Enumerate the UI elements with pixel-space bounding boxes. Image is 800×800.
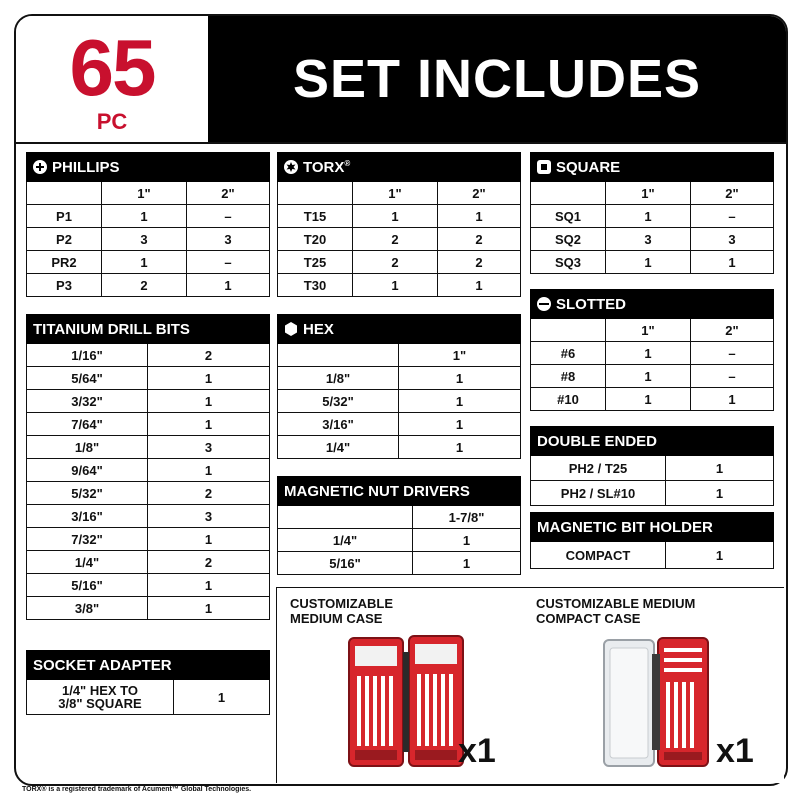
qty-cell: 3 xyxy=(606,228,691,251)
size-cell: PR2 xyxy=(27,251,102,274)
qty-cell: 1 xyxy=(102,205,187,228)
qty-cell: 1 xyxy=(148,574,270,597)
qty-cell: 1 xyxy=(691,251,774,274)
size-cell: PH2 / SL#10 xyxy=(531,481,666,506)
table-row xyxy=(27,482,270,505)
qty-cell: 1 xyxy=(399,413,521,436)
case-label-line: CUSTOMIZABLE xyxy=(290,596,394,611)
size-cell: P2 xyxy=(27,228,102,251)
torx-table xyxy=(277,152,521,297)
size-cell: 1/4" xyxy=(278,529,413,552)
qty-cell: 1 xyxy=(413,529,521,552)
table-row xyxy=(278,390,521,413)
size-cell: #6 xyxy=(531,342,606,365)
socket-adapter-table xyxy=(26,650,270,715)
column-header: 1-7/8" xyxy=(413,506,521,529)
registered-mark: ® xyxy=(344,158,351,168)
table-row xyxy=(27,574,270,597)
size-cell: 3/32" xyxy=(27,390,148,413)
table-row xyxy=(27,205,270,228)
size-cell: 7/64" xyxy=(27,413,148,436)
qty-cell: 1 xyxy=(438,274,521,297)
socket-line-1: 1/4" HEX TO xyxy=(61,683,138,698)
piece-count-number: 65 xyxy=(69,23,155,112)
size-cell: T30 xyxy=(278,274,353,297)
qty-cell: 1 xyxy=(174,680,270,715)
slotted-table xyxy=(530,289,774,411)
nut-drivers-title: MAGNETIC NUT DRIVERS xyxy=(284,482,470,500)
table-row xyxy=(278,367,521,390)
size-cell: PH2 / T25 xyxy=(531,456,666,481)
column-header: 1" xyxy=(102,182,187,205)
nut-drivers-table xyxy=(277,476,521,575)
table-row xyxy=(27,274,270,297)
size-cell: 5/16" xyxy=(27,574,148,597)
socket-line-2: 3/8" SQUARE xyxy=(58,696,142,711)
table-row xyxy=(531,228,774,251)
phillips-title: PHILLIPS xyxy=(52,158,120,176)
qty-cell: 1 xyxy=(148,367,270,390)
qty-cell: 1 xyxy=(399,436,521,459)
qty-cell: 2 xyxy=(148,551,270,574)
size-cell: T15 xyxy=(278,205,353,228)
table-row xyxy=(531,251,774,274)
size-cell: SQ1 xyxy=(531,205,606,228)
table-row xyxy=(27,228,270,251)
size-cell: 5/64" xyxy=(27,367,148,390)
table-row xyxy=(27,680,270,715)
qty-cell: 2 xyxy=(148,482,270,505)
qty-cell: 1 xyxy=(353,274,438,297)
column-header: 1" xyxy=(399,344,521,367)
qty-cell: 1 xyxy=(691,388,774,411)
qty-cell: 1 xyxy=(148,413,270,436)
table-row xyxy=(278,552,521,575)
hex-icon xyxy=(284,322,298,336)
table-row xyxy=(531,481,774,506)
table-row xyxy=(531,456,774,481)
qty-cell: 3 xyxy=(187,228,270,251)
qty-cell: 2 xyxy=(353,228,438,251)
qty-cell: 3 xyxy=(148,505,270,528)
drill-bits-title: TITANIUM DRILL BITS xyxy=(33,320,190,338)
qty-cell: 1 xyxy=(148,390,270,413)
size-cell: #8 xyxy=(531,365,606,388)
qty-cell: 3 xyxy=(148,436,270,459)
qty-cell: 1 xyxy=(353,205,438,228)
column-header: 2" xyxy=(691,182,774,205)
size-cell: 3/8" xyxy=(27,597,148,620)
size-cell: 1/16" xyxy=(27,344,148,367)
torx-title: TORX xyxy=(303,158,345,176)
piece-count-unit: PC xyxy=(96,109,128,134)
size-cell: 3/16" xyxy=(278,413,399,436)
size-cell: T25 xyxy=(278,251,353,274)
qty-cell: 1 xyxy=(413,552,521,575)
square-title: SQUARE xyxy=(556,158,621,176)
qty-cell: 1 xyxy=(606,342,691,365)
size-cell: SQ2 xyxy=(531,228,606,251)
qty-cell: 1 xyxy=(606,388,691,411)
trademark-footnote: TORX® is a registered trademark of Acument™ Global Technologies. xyxy=(22,786,252,793)
column-header: 2" xyxy=(187,182,270,205)
qty-cell: 1 xyxy=(148,459,270,482)
table-row xyxy=(27,367,270,390)
hex-table xyxy=(277,314,521,459)
qty-cell: 2 xyxy=(353,251,438,274)
size-cell: COMPACT xyxy=(531,542,666,569)
table-row xyxy=(278,205,521,228)
qty-cell: 1 xyxy=(187,274,270,297)
qty-cell: – xyxy=(691,205,774,228)
qty-cell: 2 xyxy=(102,274,187,297)
column-header: 1" xyxy=(606,319,691,342)
qty-cell: 1 xyxy=(606,251,691,274)
case-label-line: COMPACT CASE xyxy=(536,611,641,626)
piece-count xyxy=(16,16,208,142)
qty-cell: – xyxy=(187,205,270,228)
table-row xyxy=(278,436,521,459)
slotted-title: SLOTTED xyxy=(556,295,626,313)
size-cell: T20 xyxy=(278,228,353,251)
case-label-line: MEDIUM CASE xyxy=(290,611,383,626)
medium-case-image xyxy=(345,632,467,772)
qty-cell: 3 xyxy=(691,228,774,251)
table-row xyxy=(27,344,270,367)
column-header: 1" xyxy=(606,182,691,205)
qty-cell: 1 xyxy=(102,251,187,274)
slotted-icon xyxy=(537,297,551,311)
qty-cell: 1 xyxy=(399,390,521,413)
column-header: 2" xyxy=(438,182,521,205)
column-header: 2" xyxy=(691,319,774,342)
medium-case-label xyxy=(290,596,393,626)
table-row xyxy=(278,274,521,297)
table-row xyxy=(278,228,521,251)
table-row xyxy=(27,459,270,482)
torx-icon xyxy=(284,160,298,174)
table-row xyxy=(27,528,270,551)
compact-case-image xyxy=(600,634,712,770)
qty-cell: 1 xyxy=(148,528,270,551)
column-header: 1" xyxy=(353,182,438,205)
table-row xyxy=(27,390,270,413)
size-cell: P1 xyxy=(27,205,102,228)
qty-cell: – xyxy=(187,251,270,274)
phillips-icon xyxy=(33,160,47,174)
size-cell: 5/16" xyxy=(278,552,413,575)
size-cell: 1/4" xyxy=(278,436,399,459)
qty-cell: – xyxy=(691,342,774,365)
double-ended-table xyxy=(530,426,774,506)
size-cell: 9/64" xyxy=(27,459,148,482)
size-cell: P3 xyxy=(27,274,102,297)
qty-cell: 2 xyxy=(438,251,521,274)
size-cell: 1/8" xyxy=(278,367,399,390)
size-cell: 7/32" xyxy=(27,528,148,551)
table-row xyxy=(278,251,521,274)
qty-cell: 3 xyxy=(102,228,187,251)
table-row xyxy=(27,505,270,528)
phillips-table xyxy=(26,152,270,297)
case-label-line: CUSTOMIZABLE MEDIUM xyxy=(536,596,696,611)
qty-cell: 2 xyxy=(148,344,270,367)
table-row xyxy=(278,529,521,552)
table-row xyxy=(27,597,270,620)
size-cell: 1/4" xyxy=(27,551,148,574)
table-row xyxy=(27,436,270,459)
qty-cell: 1 xyxy=(148,597,270,620)
hex-title: HEX xyxy=(303,320,334,338)
socket-adapter-title: SOCKET ADAPTER xyxy=(33,656,172,674)
bit-holder-title: MAGNETIC BIT HOLDER xyxy=(537,518,713,536)
bit-holder-table xyxy=(530,512,774,569)
compact-case-label xyxy=(536,596,695,626)
qty-cell: – xyxy=(691,365,774,388)
table-row xyxy=(27,551,270,574)
drill-bits-table xyxy=(26,314,270,620)
qty-cell: 1 xyxy=(606,365,691,388)
compact-case-qty: x1 xyxy=(716,732,754,770)
size-cell: 5/32" xyxy=(27,482,148,505)
qty-cell: 1 xyxy=(438,205,521,228)
size-cell: 3/16" xyxy=(27,505,148,528)
table-row xyxy=(27,413,270,436)
square-icon xyxy=(537,160,551,174)
qty-cell: 1 xyxy=(666,456,774,481)
table-row xyxy=(531,542,774,569)
qty-cell: 1 xyxy=(399,367,521,390)
table-row xyxy=(531,388,774,411)
qty-cell: 1 xyxy=(666,542,774,569)
table-row xyxy=(531,205,774,228)
size-cell: #10 xyxy=(531,388,606,411)
table-row xyxy=(531,342,774,365)
size-cell: 5/32" xyxy=(278,390,399,413)
size-cell xyxy=(27,680,174,715)
qty-cell: 2 xyxy=(438,228,521,251)
medium-case-qty: x1 xyxy=(458,732,496,770)
size-cell: SQ3 xyxy=(531,251,606,274)
size-cell: 1/8" xyxy=(27,436,148,459)
table-row xyxy=(27,251,270,274)
qty-cell: 1 xyxy=(666,481,774,506)
table-row xyxy=(531,365,774,388)
square-table xyxy=(530,152,774,274)
double-ended-title: DOUBLE ENDED xyxy=(537,432,658,450)
page-title: SET INCLUDES xyxy=(208,16,786,142)
qty-cell: 1 xyxy=(606,205,691,228)
table-row xyxy=(278,413,521,436)
